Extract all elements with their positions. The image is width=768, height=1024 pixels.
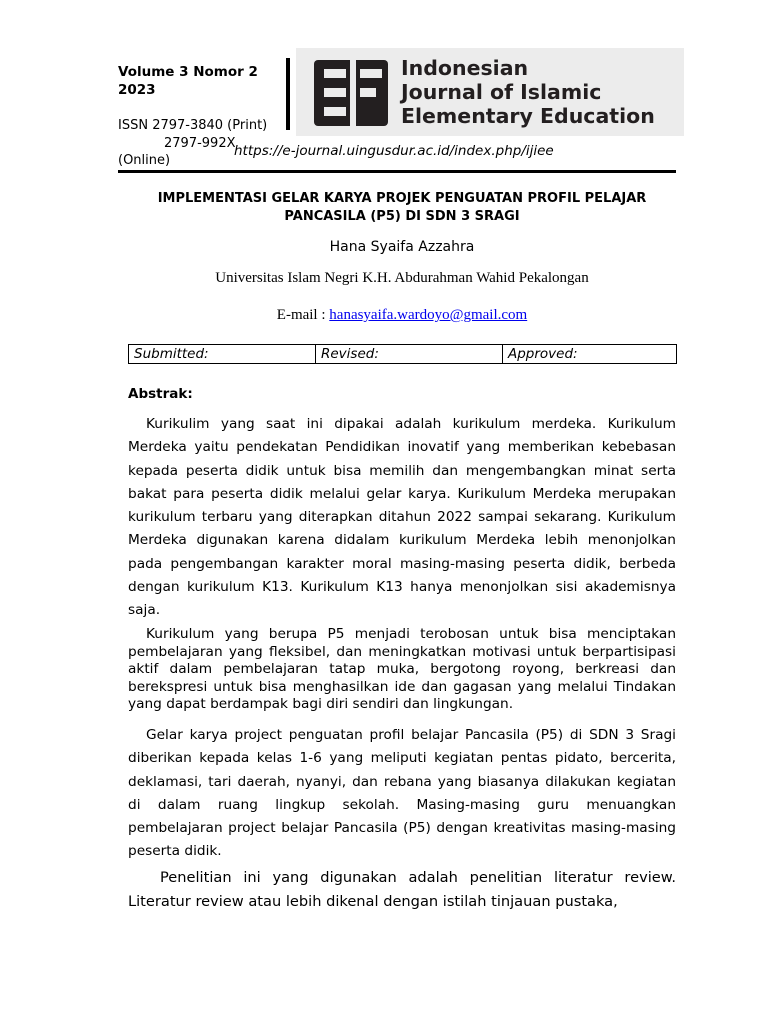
revised-cell: Revised:	[316, 345, 503, 364]
approved-cell: Approved:	[503, 345, 677, 364]
paragraph-text: Kurikulum yang berupa P5 menjadi terobosan untuk bisa menciptakan pembelajaran yang fleksibel, dan meningkatkan motivasi untuk berpartisipasi aktif dalam pembelajaran tatap muka, bergotong royong, berkreasi dan berekspresi untuk bisa menghasilkan ide dan gagasan yang melalui Tindakan yang dapat berdampak bagi diri sendiri dan lingkungan.	[128, 626, 676, 713]
email-label: E-mail :	[276, 307, 330, 323]
header-divider	[286, 58, 290, 130]
abstract-paragraph	[128, 866, 676, 914]
author-affiliation: Universitas Islam Negri K.H. Abdurahman Wahid Pekalongan	[215, 270, 589, 286]
author-email	[118, 307, 686, 324]
email-link[interactable]: hanasyaifa.wardoyo@gmail.com	[329, 307, 528, 323]
header-rule	[118, 170, 676, 173]
journal-name-line2: Journal of Islamic	[401, 80, 602, 104]
abstract-paragraph	[128, 724, 676, 864]
issn-online-number: 2797-992X	[164, 136, 236, 151]
paragraph-text: Penelitian ini yang digunakan adalah penelitian literatur review. Literatur review atau lebih dikenal dengan istilah tinjauan pustaka,	[128, 869, 676, 910]
issn-print: ISSN 2797-3840 (Print)	[118, 118, 268, 133]
abstract-heading: Abstrak:	[128, 386, 193, 402]
author-name: Hana Syaifa Azzahra	[329, 239, 475, 255]
paragraph-text: Gelar karya project penguatan profil belajar Pancasila (P5) di SDN 3 Sragi diberikan kepada kelas 1-6 yang meliputi kegiatan pentas pidato, bercerita, deklamasi, tari daerah, nyanyi, dan rebana yang biasanya dilakukan kegiatan di dalam ruang lingkup sekolah. Masing-masing guru menuangkan pembelajaran project belajar Pancasila (P5) dengan kreativitas masing-masing peserta didik.	[128, 727, 676, 860]
issn-online-label: (Online)	[118, 153, 171, 168]
journal-name	[401, 56, 655, 128]
ejf-logo-icon	[314, 60, 388, 126]
journal-name-line1: Indonesian	[401, 56, 529, 80]
paragraph-text: Kurikulim yang saat ini dipakai adalah kurikulum merdeka. Kurikulum Merdeka yaitu pendekatan Pendidikan inovatif yang memberikan kebebasan kepada peserta didik untuk bisa memilih dan mengembangkan minat serta bakat para peserta didik melalui gelar karya. Kurikulum Merdeka merupakan kurikulum terbaru yang diterapkan ditahun 2022 sampai sekarang. Kurikulum Merdeka digunakan karena didalam kurikulum Merdeka lebih menonjolkan pada pengembangan karakter moral masing-masing peserta didik, berbeda dengan kurikulum K13. Kurikulum K13 hanya menonjolkan sisi akademisnya saja.	[128, 416, 676, 619]
submission-dates-table	[128, 344, 677, 364]
article-title: IMPLEMENTASI GELAR KARYA PROJEK PENGUATAN PROFIL PELAJAR PANCASILA (P5) DI SDN 3 SRAGI	[157, 191, 647, 224]
journal-name-line3: Elementary Education	[401, 104, 655, 128]
abstract-paragraph	[128, 626, 676, 714]
journal-logo	[296, 48, 684, 136]
volume-number: Volume 3 Nomor 2 2023	[118, 64, 258, 98]
journal-url[interactable]: https://e-journal.uingusdur.ac.id/index.php/ijiee	[234, 143, 554, 159]
submitted-cell: Submitted:	[129, 345, 316, 364]
abstract-paragraph	[128, 413, 676, 623]
